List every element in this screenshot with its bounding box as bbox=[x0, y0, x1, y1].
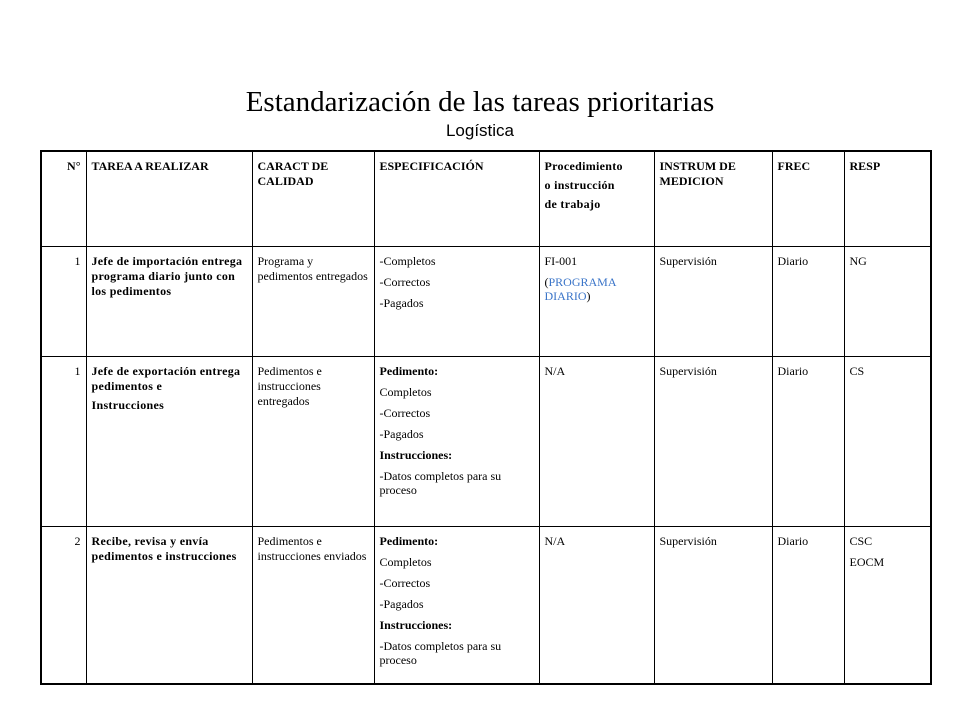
header-proc-line-1: Procedimiento bbox=[544, 159, 623, 173]
espec-line: Completos bbox=[379, 554, 432, 569]
espec-line: -Correctos bbox=[379, 274, 431, 289]
cell-tarea: Recibe, revisa y envía pedimentos e instrucciones bbox=[86, 526, 252, 684]
cell-instrum: Supervisión bbox=[654, 246, 772, 356]
cell-frec: Diario bbox=[772, 526, 844, 684]
proc-paren-close: ) bbox=[586, 288, 591, 303]
resp-line: CSC bbox=[849, 533, 873, 548]
cell-especificacion bbox=[374, 526, 539, 684]
espec-line: Completos bbox=[379, 384, 432, 399]
espec-line: -Pagados bbox=[379, 596, 424, 611]
tarea-line: Instrucciones bbox=[91, 397, 165, 412]
proc-reference bbox=[545, 275, 649, 303]
header-instrum: INSTRUM DE MEDICION bbox=[654, 151, 772, 246]
header-especificacion: ESPECIFICACIÓN bbox=[374, 151, 539, 246]
cell-frec: Diario bbox=[772, 246, 844, 356]
cell-tarea: Jefe de importación entrega programa diario junto con los pedimentos bbox=[86, 246, 252, 356]
cell-frec: Diario bbox=[772, 356, 844, 526]
cell-resp: NG bbox=[844, 246, 931, 356]
cell-tarea bbox=[86, 356, 252, 526]
espec-line: -Datos completos para su proceso bbox=[379, 468, 502, 497]
espec-line: Instrucciones: bbox=[379, 617, 453, 632]
espec-line: Instrucciones: bbox=[379, 447, 453, 462]
espec-line: -Datos completos para su proceso bbox=[379, 638, 502, 667]
page-subtitle: Logística bbox=[445, 121, 515, 140]
table-row bbox=[41, 246, 931, 356]
espec-line: -Correctos bbox=[379, 575, 431, 590]
header-tarea: TAREA A REALIZAR bbox=[86, 151, 252, 246]
proc-paren-open: ( bbox=[544, 274, 549, 289]
resp-line: EOCM bbox=[849, 554, 885, 569]
cell-resp bbox=[844, 526, 931, 684]
tarea-line: Jefe de exportación entrega pedimentos e bbox=[91, 363, 241, 393]
header-caract: CARACT DE CALIDAD bbox=[252, 151, 374, 246]
cell-instrum: Supervisión bbox=[654, 356, 772, 526]
header-proc-line-2: o instrucción bbox=[544, 178, 615, 192]
cell-especificacion bbox=[374, 356, 539, 526]
page-title: Estandarización de las tareas prioritarias bbox=[245, 86, 715, 118]
cell-resp: CS bbox=[844, 356, 931, 526]
programa-diario-link[interactable]: PROGRAMA DIARIO bbox=[544, 274, 616, 303]
espec-line: -Completos bbox=[379, 253, 436, 268]
header-num: N° bbox=[41, 151, 86, 246]
cell-caract: Pedimentos e instrucciones enviados bbox=[252, 526, 374, 684]
table-row bbox=[41, 356, 931, 526]
proc-code: FI-001 bbox=[544, 253, 578, 268]
cell-num: 2 bbox=[41, 526, 86, 684]
cell-procedimiento: N/A bbox=[539, 526, 654, 684]
cell-especificacion bbox=[374, 246, 539, 356]
header-procedimiento bbox=[539, 151, 654, 246]
espec-line: Pedimento: bbox=[379, 363, 439, 378]
espec-line: -Correctos bbox=[379, 405, 431, 420]
cell-caract: Pedimentos e instrucciones entregados bbox=[252, 356, 374, 526]
cell-num: 1 bbox=[41, 246, 86, 356]
cell-caract: Programa y pedimentos entregados bbox=[252, 246, 374, 356]
table-row bbox=[41, 526, 931, 684]
cell-procedimiento bbox=[539, 246, 654, 356]
espec-line: -Pagados bbox=[379, 295, 424, 310]
cell-procedimiento: N/A bbox=[539, 356, 654, 526]
header-resp: RESP bbox=[844, 151, 931, 246]
tasks-table bbox=[40, 150, 932, 685]
header-proc-line-3: de trabajo bbox=[544, 197, 601, 211]
cell-num: 1 bbox=[41, 356, 86, 526]
espec-line: Pedimento: bbox=[379, 533, 439, 548]
header-frec: FREC bbox=[772, 151, 844, 246]
espec-line: -Pagados bbox=[379, 426, 424, 441]
cell-instrum: Supervisión bbox=[654, 526, 772, 684]
table-header-row bbox=[41, 151, 931, 246]
